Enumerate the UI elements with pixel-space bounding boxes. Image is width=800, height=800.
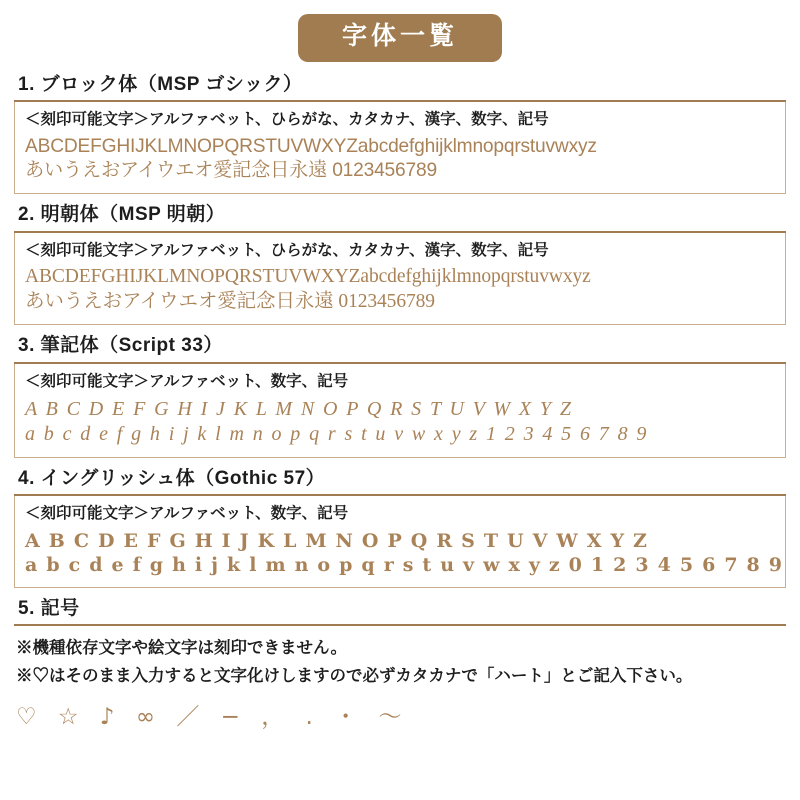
section-body-block: [14, 102, 786, 194]
sample-japanese-mincho: あいうえおアイウエオ愛記念日永遠 0123456789: [25, 291, 435, 313]
sample-lowercase-english: a b c d e f g h i j k l m n o p q r s t u v w x y z 0 1 2 3 4 5 6 7 8 9: [25, 554, 784, 577]
section-symbols: [14, 596, 786, 732]
section-english: [14, 466, 786, 588]
sample-uppercase-english: A B C D E F G H I J K L M N O P Q R S T U V W X Y Z: [25, 530, 649, 553]
section-title-block: 1. ブロック体（MSP ゴシック）: [14, 72, 786, 103]
section-body-symbols: [14, 626, 786, 731]
section-title-symbols: 5. 記号: [14, 596, 786, 627]
allowed-characters-english: ＜刻印可能文字＞アルファベット、数字、記号: [25, 505, 349, 523]
symbol-glyph-row: ♡ ☆ ♪ ∞ ／ − ， . ・ 〜: [16, 704, 409, 731]
section-mincho: [14, 202, 786, 325]
sample-latin-mincho: ABCDEFGHIJKLMNOPQRSTUVWXYZabcdefghijklmnopqrstuvwxyz: [25, 266, 591, 288]
section-script: [14, 333, 786, 458]
section-title-english: 4. イングリッシュ体（Gothic 57）: [14, 466, 786, 497]
section-body-script: [14, 364, 786, 458]
allowed-characters-mincho: ＜刻印可能文字＞アルファベット、ひらがな、カタカナ、漢字、数字、記号: [25, 241, 549, 259]
section-block: [14, 72, 786, 194]
allowed-characters-block: ＜刻印可能文字＞アルファベット、ひらがな、カタカナ、漢字、数字、記号: [25, 111, 549, 129]
sample-lowercase-script: a b c d e f g h i j k l m n o p q r s t u v w x y z 1 2 3 4 5 6 7 8 9: [25, 423, 649, 446]
allowed-characters-script: ＜刻印可能文字＞アルファベット、数字、記号: [25, 372, 349, 390]
sample-japanese-block: あいうえおアイウエオ愛記念日永遠 0123456789: [25, 160, 437, 182]
sample-uppercase-script: A B C D E F G H I J K L M N O P Q R S T U V W X Y Z: [25, 397, 573, 420]
section-title-mincho: 2. 明朝体（MSP 明朝）: [14, 202, 786, 233]
section-body-english: [14, 496, 786, 587]
section-title-script: 3. 筆記体（Script 33）: [14, 333, 786, 364]
sample-latin-block: ABCDEFGHIJKLMNOPQRSTUVWXYZabcdefghijklmnopqrstuvwxyz: [25, 135, 597, 157]
symbol-note-2: ※♡はそのまま入力すると文字化けしますので必ずカタカナで「ハート」とご記入下さい。: [16, 667, 693, 686]
section-body-mincho: [14, 233, 786, 326]
page-header: [14, 0, 786, 72]
symbol-note-1: ※機種依存文字や絵文字は刻印できません。: [16, 639, 347, 658]
page-title: 字体一覧: [298, 14, 502, 62]
